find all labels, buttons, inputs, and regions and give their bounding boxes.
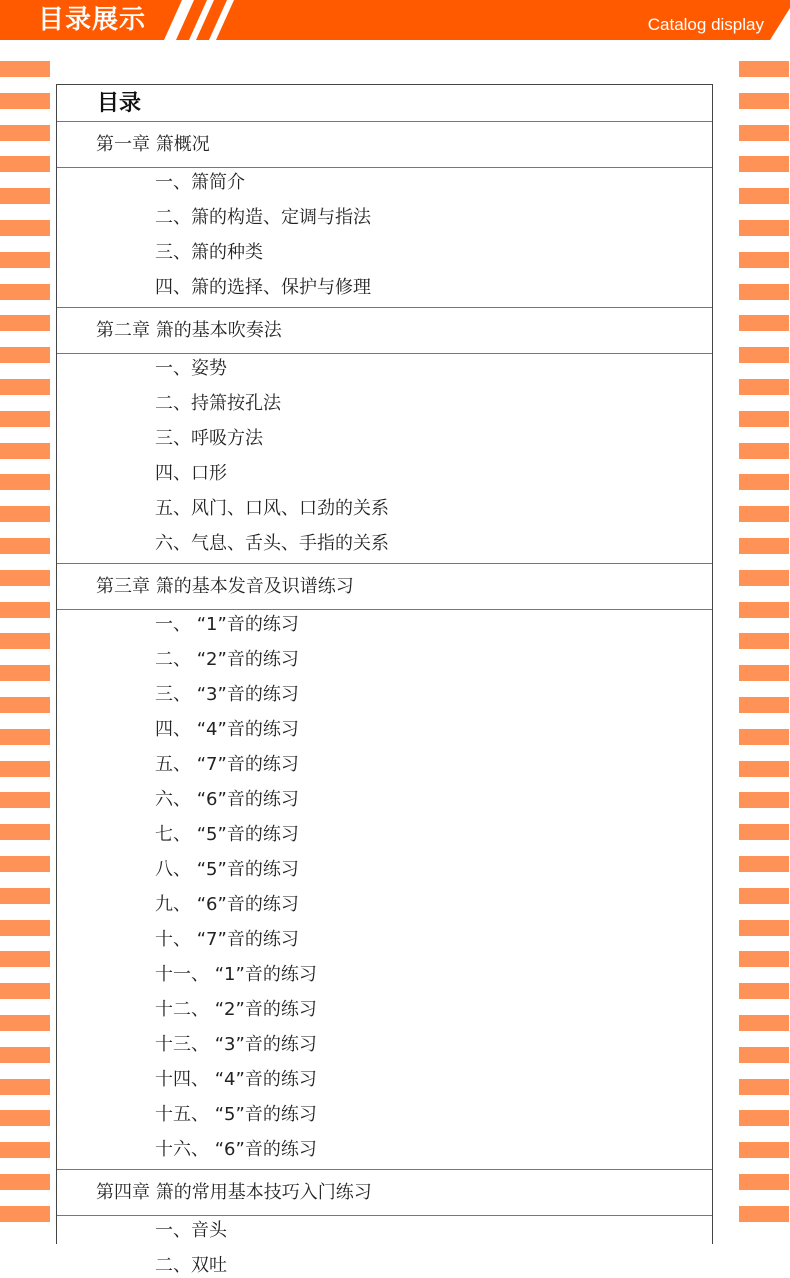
section-item: 二、双吐 bbox=[155, 1255, 227, 1276]
decorative-stripe bbox=[739, 920, 789, 936]
decorative-stripe bbox=[0, 188, 50, 204]
decorative-stripe bbox=[0, 93, 50, 109]
decorative-stripe bbox=[0, 252, 50, 268]
decorative-stripe bbox=[739, 315, 789, 331]
decorative-stripe bbox=[0, 347, 50, 363]
section-item: 十一、 “1”音的练习 bbox=[155, 964, 317, 985]
divider-line bbox=[57, 121, 712, 122]
decorative-stripe bbox=[739, 252, 789, 268]
decorative-stripe bbox=[0, 220, 50, 236]
section-item: 五、 “7”音的练习 bbox=[155, 754, 299, 775]
section-item: 一、姿势 bbox=[155, 358, 227, 379]
decorative-stripe bbox=[0, 61, 50, 77]
decorative-stripe bbox=[739, 156, 789, 172]
section-item: 四、口形 bbox=[155, 463, 227, 484]
catalog-title: 目录 bbox=[97, 91, 142, 116]
section-item: 六、 “6”音的练习 bbox=[155, 789, 299, 810]
decorative-stripe bbox=[739, 697, 789, 713]
decorative-stripe bbox=[739, 347, 789, 363]
section-item: 十五、 “5”音的练习 bbox=[155, 1104, 317, 1125]
decorative-stripe bbox=[0, 888, 50, 904]
decorative-stripe bbox=[0, 1142, 50, 1158]
section-item: 二、持箫按孔法 bbox=[155, 393, 281, 414]
section-item: 十二、 “2”音的练习 bbox=[155, 999, 317, 1020]
decorative-stripe bbox=[739, 284, 789, 300]
chapter-heading: 第一章 箫概况 bbox=[96, 134, 210, 155]
section-item: 十、 “7”音的练习 bbox=[155, 929, 299, 950]
decorative-stripe bbox=[739, 1110, 789, 1126]
decorative-stripe bbox=[739, 1047, 789, 1063]
section-item: 四、 “4”音的练习 bbox=[155, 719, 299, 740]
decorative-stripe bbox=[739, 474, 789, 490]
decorative-stripe bbox=[0, 474, 50, 490]
decorative-stripe bbox=[0, 156, 50, 172]
divider-line bbox=[57, 307, 712, 308]
decorative-stripe bbox=[0, 602, 50, 618]
decorative-stripe bbox=[0, 538, 50, 554]
decorative-stripe bbox=[739, 824, 789, 840]
decorative-stripe bbox=[0, 125, 50, 141]
decorative-stripe bbox=[739, 379, 789, 395]
decorative-stripe bbox=[739, 1174, 789, 1190]
decorative-stripe bbox=[739, 856, 789, 872]
section-item: 十三、 “3”音的练习 bbox=[155, 1034, 317, 1055]
decorative-stripe bbox=[0, 1206, 50, 1222]
section-item: 十六、 “6”音的练习 bbox=[155, 1139, 317, 1160]
decorative-stripe bbox=[739, 570, 789, 586]
section-item: 六、气息、舌头、手指的关系 bbox=[155, 533, 389, 554]
decorative-stripe bbox=[0, 284, 50, 300]
decorative-stripe bbox=[739, 1206, 789, 1222]
decorative-stripe bbox=[739, 93, 789, 109]
decorative-stripe bbox=[739, 602, 789, 618]
section-item: 三、呼吸方法 bbox=[155, 428, 263, 449]
section-item: 二、箫的构造、定调与指法 bbox=[155, 207, 371, 228]
section-item: 七、 “5”音的练习 bbox=[155, 824, 299, 845]
divider-line bbox=[57, 167, 712, 168]
decorative-stripe bbox=[0, 1174, 50, 1190]
divider-line bbox=[57, 563, 712, 564]
decorative-stripe bbox=[739, 61, 789, 77]
decorative-stripe bbox=[0, 665, 50, 681]
section-item: 八、 “5”音的练习 bbox=[155, 859, 299, 880]
decorative-stripe bbox=[0, 411, 50, 427]
chapter-heading: 第四章 箫的常用基本技巧入门练习 bbox=[96, 1182, 372, 1203]
decorative-stripe bbox=[0, 983, 50, 999]
decorative-stripe bbox=[739, 1015, 789, 1031]
decorative-stripe bbox=[0, 633, 50, 649]
decorative-stripe bbox=[0, 792, 50, 808]
divider-line bbox=[57, 1215, 712, 1216]
section-item: 二、 “2”音的练习 bbox=[155, 649, 299, 670]
decorative-stripe bbox=[739, 443, 789, 459]
banner-title: 目录展示 bbox=[38, 5, 147, 35]
divider-line bbox=[57, 353, 712, 354]
section-item: 一、音头 bbox=[155, 1220, 227, 1241]
decorative-stripe bbox=[0, 443, 50, 459]
decorative-stripe bbox=[0, 951, 50, 967]
decorative-stripe bbox=[0, 1047, 50, 1063]
decorative-stripe bbox=[0, 729, 50, 745]
decorative-stripe bbox=[739, 411, 789, 427]
decorative-stripe bbox=[0, 856, 50, 872]
decorative-stripe bbox=[739, 1079, 789, 1095]
decorative-stripe bbox=[0, 315, 50, 331]
decorative-stripe bbox=[0, 1110, 50, 1126]
decorative-stripe bbox=[739, 888, 789, 904]
chapter-heading: 第三章 箫的基本发音及识谱练习 bbox=[96, 576, 354, 597]
divider-line bbox=[57, 1169, 712, 1170]
decorative-stripe bbox=[0, 824, 50, 840]
section-item: 九、 “6”音的练习 bbox=[155, 894, 299, 915]
decorative-stripe bbox=[739, 188, 789, 204]
section-item: 五、风门、口风、口劲的关系 bbox=[155, 498, 389, 519]
decorative-stripe bbox=[0, 761, 50, 777]
decorative-stripe bbox=[739, 125, 789, 141]
decorative-stripe bbox=[739, 220, 789, 236]
decorative-stripe bbox=[739, 633, 789, 649]
decorative-stripe bbox=[0, 570, 50, 586]
section-item: 三、 “3”音的练习 bbox=[155, 684, 299, 705]
decorative-stripe bbox=[739, 761, 789, 777]
decorative-stripe bbox=[739, 506, 789, 522]
header-banner bbox=[0, 0, 790, 40]
decorative-stripe bbox=[739, 538, 789, 554]
decorative-stripe bbox=[0, 1079, 50, 1095]
chapter-heading: 第二章 箫的基本吹奏法 bbox=[96, 320, 282, 341]
section-item: 十四、 “4”音的练习 bbox=[155, 1069, 317, 1090]
banner-subtitle: Catalog display bbox=[647, 15, 764, 34]
section-item: 一、箫简介 bbox=[155, 172, 245, 193]
decorative-stripe bbox=[0, 379, 50, 395]
section-item: 三、箫的种类 bbox=[155, 242, 263, 263]
decorative-stripe bbox=[739, 951, 789, 967]
decorative-stripe bbox=[739, 729, 789, 745]
catalog-box bbox=[56, 84, 713, 1276]
decorative-stripe bbox=[0, 697, 50, 713]
decorative-stripe bbox=[0, 506, 50, 522]
decorative-stripe bbox=[739, 792, 789, 808]
section-item: 四、箫的选择、保护与修理 bbox=[155, 277, 371, 298]
section-item: 一、 “1”音的练习 bbox=[155, 614, 299, 635]
divider-line bbox=[57, 609, 712, 610]
decorative-stripe bbox=[739, 665, 789, 681]
decorative-stripe bbox=[739, 1142, 789, 1158]
decorative-stripe bbox=[739, 983, 789, 999]
decorative-stripe bbox=[0, 920, 50, 936]
decorative-stripe bbox=[0, 1015, 50, 1031]
